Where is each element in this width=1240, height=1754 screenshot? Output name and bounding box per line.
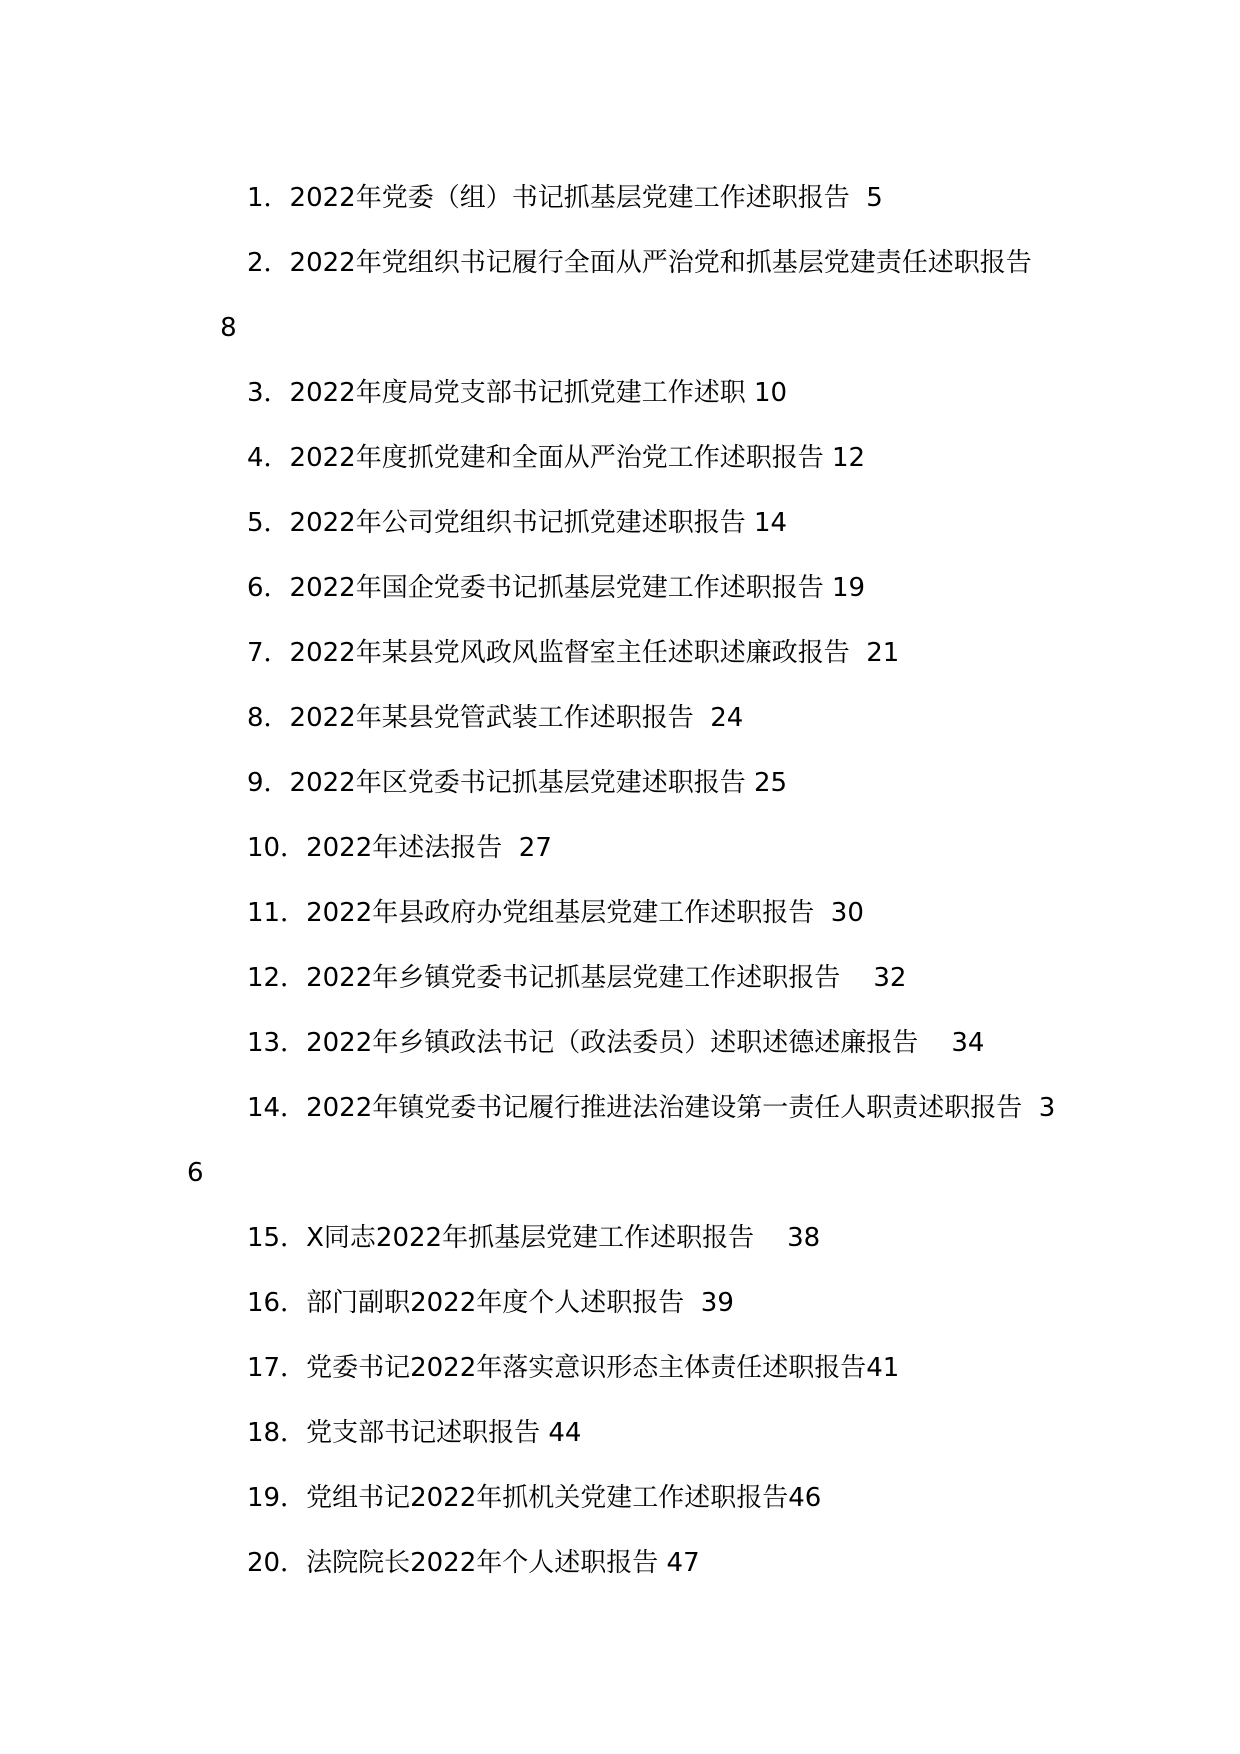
toc-entry-number: 10．: [247, 833, 307, 863]
toc-entry-number: 11．: [247, 898, 307, 928]
toc-entry-gap: [746, 508, 754, 538]
toc-entry-title: 2022年党委（组）书记抓基层党建工作述职报告: [289, 183, 850, 213]
toc-entry-title: 2022年党组织书记履行全面从严治党和抓基层党建责任述职报告: [289, 248, 1032, 278]
toc-entry-number: 16．: [247, 1288, 307, 1318]
toc-entry-title: 2022年度抓党建和全面从严治党工作述职报告: [289, 443, 824, 473]
toc-entry-number: 14．: [247, 1093, 307, 1123]
toc-entry-number: 8．: [247, 703, 290, 733]
toc-entry-number: 3．: [247, 378, 290, 408]
toc-entry-gap: [824, 573, 832, 603]
toc-entry-page-number: 36: [187, 1093, 1056, 1188]
toc-entry-title: 2022年某县党管武装工作述职报告: [289, 703, 694, 733]
toc-entry-number: 5．: [247, 508, 290, 538]
toc-entry-title: 2022年县政府办党组基层党建工作述职报告: [306, 898, 815, 928]
toc-entry-number: 20．: [247, 1548, 307, 1578]
toc-entry-gap: [684, 1288, 701, 1318]
toc-entry-gap: [850, 638, 867, 668]
toc-entry-page-number: 14: [753, 508, 788, 538]
toc-entry-page-number: 19: [831, 573, 866, 603]
toc-entry-title: 2022年度局党支部书记抓党建工作述职: [289, 378, 746, 408]
toc-entry-gap: [918, 1028, 951, 1058]
toc-entry-number: 13．: [247, 1028, 307, 1058]
toc-entry[interactable]: [187, 1336, 1057, 1401]
toc-entry[interactable]: [187, 1011, 1057, 1076]
toc-entry-gap: [694, 703, 711, 733]
toc-entry-number: 12．: [247, 963, 307, 993]
toc-entry[interactable]: [187, 686, 1057, 751]
toc-entry-title: X同志2022年抓基层党建工作述职报告: [306, 1223, 755, 1253]
toc-entry[interactable]: [187, 1271, 1057, 1336]
toc-entry-title: 2022年某县党风政风监督室主任述职述廉政报告: [289, 638, 850, 668]
toc-entry-page-number: 5: [866, 183, 883, 213]
toc-entry-title: 2022年乡镇党委书记抓基层党建工作述职报告: [306, 963, 841, 993]
toc-entry-gap: [658, 1548, 666, 1578]
toc-entry-page-number: 39: [700, 1288, 734, 1318]
toc-entry-number: 7．: [247, 638, 290, 668]
toc-entry-title: 党委书记2022年落实意识形态主体责任述职报告: [306, 1353, 867, 1383]
toc-entry-page-number: 30: [830, 898, 864, 928]
toc-entry-number: 1．: [247, 183, 290, 213]
toc-entry[interactable]: [187, 1466, 1057, 1531]
toc-entry-number: 6．: [247, 573, 290, 603]
toc-entry-title: 2022年乡镇政法书记（政法委员）述职述德述廉报告: [306, 1028, 919, 1058]
toc-entry[interactable]: [187, 1206, 1057, 1271]
toc-entry-number: 9．: [247, 768, 290, 798]
toc-entry-title: 部门副职2022年度个人述职报告: [306, 1288, 685, 1318]
toc-entry-page-number: 12: [831, 443, 866, 473]
toc-entry-page-number: 32: [873, 963, 907, 993]
toc-entry-page-number: 44: [548, 1418, 582, 1448]
toc-entry[interactable]: [187, 491, 1057, 556]
toc-entry-number: 17．: [247, 1353, 307, 1383]
toc-entry[interactable]: [187, 621, 1057, 686]
toc-entry-gap: [502, 833, 519, 863]
toc-entry-gap: [746, 768, 754, 798]
toc-entry[interactable]: [187, 1401, 1057, 1466]
toc-entry[interactable]: [187, 751, 1057, 816]
toc-entry[interactable]: [187, 946, 1057, 1011]
toc-entry-title: 2022年镇党委书记履行推进法治建设第一责任人职责述职报告: [306, 1093, 1023, 1123]
toc-entry-number: 19．: [247, 1483, 307, 1513]
toc-entry-title: 党组书记2022年抓机关党建工作述职报告: [306, 1483, 789, 1513]
toc-entry-gap: [746, 378, 754, 408]
toc-entry-number: 4．: [247, 443, 290, 473]
table-of-contents: [187, 166, 1057, 1596]
toc-entry-page-number: 34: [951, 1028, 985, 1058]
toc-entry[interactable]: [187, 231, 1057, 361]
toc-entry-number: 2．: [247, 248, 290, 278]
toc-entry[interactable]: [187, 426, 1057, 491]
toc-entry-page-number: 21: [866, 638, 900, 668]
toc-entry-gap: [840, 963, 873, 993]
toc-entry-title: 2022年述法报告: [306, 833, 503, 863]
toc-entry-number: 15．: [247, 1223, 307, 1253]
toc-entry-gap: [754, 1223, 787, 1253]
toc-entry-number: 18．: [247, 1418, 307, 1448]
toc-entry[interactable]: [187, 816, 1057, 881]
toc-entry-page-number: 8: [220, 313, 237, 343]
toc-entry-title: 法院院长2022年个人述职报告: [306, 1548, 659, 1578]
toc-entry-title: 2022年公司党组织书记抓党建述职报告: [289, 508, 746, 538]
toc-entry[interactable]: [187, 881, 1057, 946]
toc-entry-page-number: 27: [518, 833, 552, 863]
toc-entry[interactable]: [187, 1076, 1057, 1206]
toc-entry-page-number: 38: [787, 1223, 821, 1253]
toc-entry[interactable]: [187, 1531, 1057, 1596]
toc-entry-title: 2022年国企党委书记抓基层党建工作述职报告: [289, 573, 824, 603]
toc-entry-page-number: 41: [866, 1353, 900, 1383]
toc-entry-page-number: 10: [753, 378, 788, 408]
toc-entry-gap: [187, 313, 220, 343]
toc-entry-page-number: 46: [788, 1483, 822, 1513]
toc-entry-page-number: 47: [666, 1548, 700, 1578]
toc-entry-page-number: 24: [710, 703, 744, 733]
toc-entry-gap: [814, 898, 831, 928]
toc-entry[interactable]: [187, 556, 1057, 621]
toc-entry-gap: [850, 183, 867, 213]
toc-entry-gap: [1022, 1093, 1039, 1123]
toc-entry-gap: [824, 443, 832, 473]
toc-entry-page-number: 25: [753, 768, 788, 798]
toc-entry[interactable]: [187, 361, 1057, 426]
toc-entry[interactable]: [187, 166, 1057, 231]
toc-entry-title: 2022年区党委书记抓基层党建述职报告: [289, 768, 746, 798]
toc-entry-title: 党支部书记述职报告: [306, 1418, 541, 1448]
